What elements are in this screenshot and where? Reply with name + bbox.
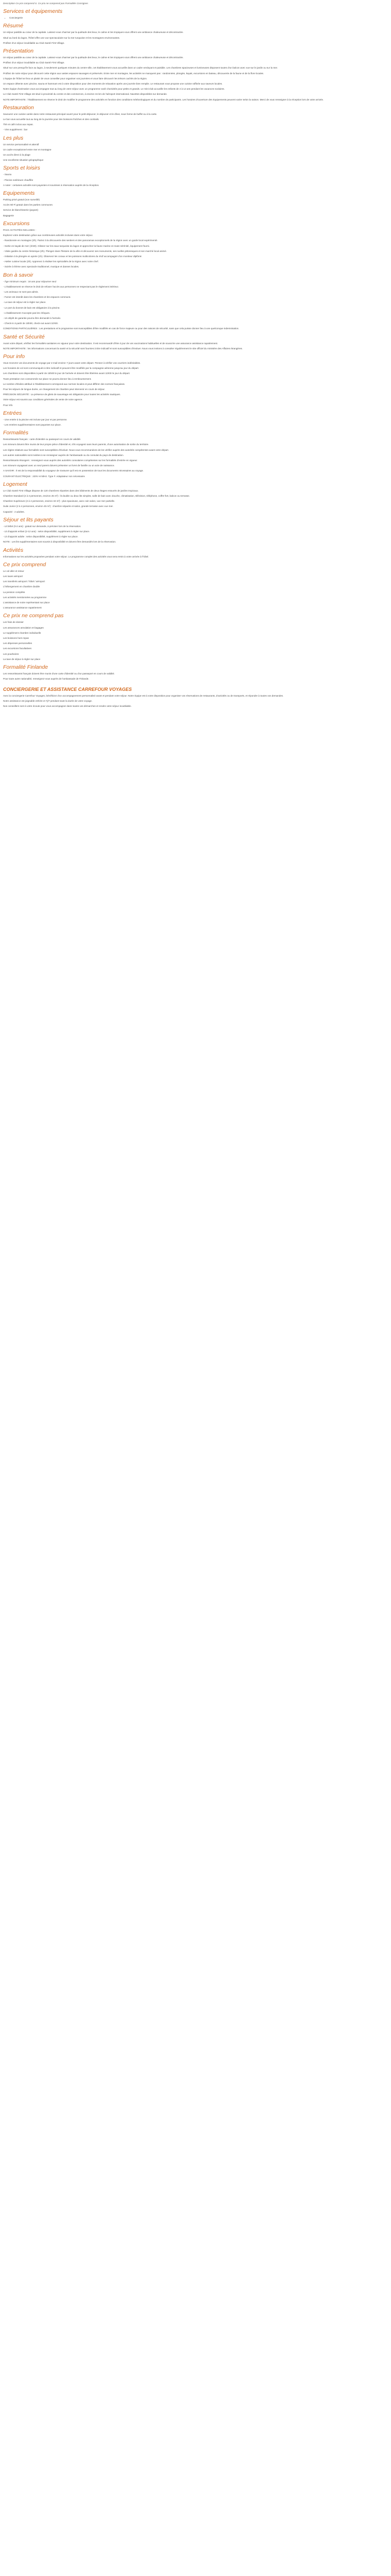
- resume-paragraph: Un séjour paisible au cœur de la capitale. Laissez-vous charmer par la quiétude des lieux, le calme et les tropiques vous offrent une ambiance chaleureuse et décontractée.: [3, 31, 184, 34]
- sports-paragraph: - Piscine extérieure chauffée: [3, 178, 34, 181]
- logement-paragraph: Le Club Santé First Village dispose de 120 chambres réparties dans des bâtiments de deux étages entourés de jardins tropicaux.: [3, 489, 139, 492]
- conciergerie-title: CONCIERGERIE ET ASSISTANCE CARREFOUR VOYAGES: [3, 686, 132, 692]
- resume-paragraph: Situé au bord du lagon, l'hôtel offre une vue spectaculaire sur la mer turquoise et les montagnes environnantes.: [3, 36, 120, 39]
- formalites-title: Formalités: [3, 430, 29, 436]
- pour-info-paragraph: Pour info: [3, 403, 13, 406]
- les-plus-item: Un cadre exceptionnel entre mer et montagne: [3, 148, 52, 151]
- activites-paragraph: Informations sur les activités proposées pendant votre séjour. Le programme complet des activités vous sera remis à votre arrivée à l'hôtel.: [3, 555, 149, 558]
- entrees-title: Entrées: [3, 410, 22, 416]
- logement-paragraph: Suite Junior (2 à 4 personnes, environ 45 m²) : chambre séparée et salon, grande terrasse avec vue mer.: [3, 505, 113, 508]
- entrees-paragraph: - Une entrée à la piscine est incluse par jour et par personne.: [3, 418, 68, 421]
- formalite-finlande-paragraph: Les ressortissants français doivent être munis d'une carte d'identité ou d'un passeport en cours de validité.: [3, 672, 115, 675]
- ce-prix-comprend-item: Les activités mentionnées au programme: [3, 596, 47, 599]
- presentation-paragraph: NOTE IMPORTANTE : l'établissement se réserve le droit de modifier le programme des activités en fonction des conditions météorologiques et du nombre de participants. Les horaires d'ouverture des équipements peuvent varier selon la saison. Merci de vous renseigner à la réception lors de votre arrivée.: [3, 98, 324, 101]
- conciergerie-paragraph: Nos conseillers sont à votre écoute pour vous accompagner dans toutes vos démarches et rendre votre séjour inoubliable.: [3, 704, 132, 707]
- formalites-paragraph: A SAVOIR : Il est de la responsabilité du voyageur de s'assurer qu'il est en possession de tous les documents nécessaires au voyage.: [3, 469, 144, 472]
- bon-a-savoir-paragraph: - Les animaux ne sont pas admis.: [3, 290, 39, 293]
- activites-title: Activités: [3, 547, 24, 553]
- ce-prix-ne-comprend-pas-item: Les pourboires: [3, 652, 19, 655]
- services-list: [3, 16, 388, 20]
- sante-paragraph: Avant votre départ, vérifiez les formalités sanitaires en vigueur pour votre destination. Il est recommandé d'être à jour de vos vaccinations habituelles et de souscrire une assurance assistance rapatriement.: [3, 342, 218, 345]
- presentation-paragraph: Profitez de notre séjour pour découvrir cette région aux vastes espaces sauvages et préservés. Entre mer et montagne, les activités ne manquent pas : randonnées, plongée, kayak, excursions en bateau, découverte de la faune et de la flore locales.: [3, 72, 264, 75]
- presentation-paragraph: Un séjour paisible au cœur de la capitale. Laissez-vous charmer par la quiétude des lieux, le calme et les tropiques vous offrent une ambiance chaleureuse et décontractée.: [3, 56, 184, 59]
- bon-a-savoir-paragraph: - L'établissement se réserve le droit de refuser l'accès aux personnes ne respectant pas le règlement intérieur.: [3, 285, 119, 288]
- excursions-paragraph: - Sortie en kayak de mer (1h30). Glissez sur les eaux turquoise du lagon et approchez la faune marine en toute sérénité, équipement fourni.: [3, 244, 150, 247]
- sejour-payants-paragraph: - Lit d'appoint enfant (2-12 ans) : selon disponibilité, supplément à régler sur place.: [3, 530, 90, 533]
- restauration-paragraph: Le bar vous accueille tout au long de la journée pour des boissons fraîches et des cocktails.: [3, 118, 100, 121]
- services-title: Services et équipements: [3, 8, 62, 15]
- formalites-paragraph: Ressortissants étrangers : renseignez-vous auprès des autorités consulaires compétentes sur les formalités d'entrée en vigueur.: [3, 459, 138, 462]
- les-plus-title: Les plus: [3, 134, 24, 141]
- ce-prix-comprend-item: Le vol aller et retour: [3, 569, 24, 572]
- logement-paragraph: Chambre Supérieure (2 à 4 personnes, environ 32 m²) : plus spacieuse, avec coin salon, vue mer partielle.: [3, 500, 115, 503]
- logement-title: Logement: [3, 481, 27, 487]
- equipements-paragraph: Bagagerie: [3, 214, 14, 217]
- bon-a-savoir-paragraph: - Fumer est interdit dans les chambres et les espaces communs.: [3, 296, 71, 299]
- pour-info-paragraph: PRÉCISION SÉCURITÉ : La présence de gilets de sauvetage est obligatoire pour toutes les activités nautiques.: [3, 393, 121, 396]
- sejour-payants-title: Séjour et lits payants: [3, 516, 54, 523]
- services-item: • Conciergerie: [9, 16, 388, 20]
- les-plus-item: Un service personnalisé et attentif: [3, 143, 39, 146]
- ce-prix-comprend-item: Les transferts aéroport / hôtel / aéroport: [3, 580, 45, 583]
- page: [0, 0, 391, 715]
- ce-prix-ne-comprend-pas-title: Ce prix ne comprend pas: [3, 613, 64, 619]
- ce-prix-ne-comprend-pas-item: Les assurances annulation et bagages: [3, 626, 44, 629]
- presentation-paragraph: Le Club Santé First Village est situé à proximité du centre et des commerces, à environ 15 km de l'aéroport international. Navettes disponibles sur demande.: [3, 93, 168, 96]
- restauration-paragraph: Thé et café inclus aux repas.: [3, 123, 34, 126]
- logement-paragraph: Chambre Standard (2 à 3 personnes, environ 25 m²) : lit double ou deux lits simples, salle de bain avec douche, climatisation, télévision, téléphone, coffre-fort, balcon ou terrasse.: [3, 495, 190, 498]
- sports-title: Sports et loisirs: [3, 165, 40, 172]
- pour-info-paragraph: Pour les séjours de longue durée, un changement de chambre peut intervenir en cours de séjour.: [3, 387, 105, 391]
- pour-info-title: Pour info: [3, 353, 25, 360]
- restauration-paragraph: - Vins supplément : bar: [3, 128, 28, 131]
- formalite-finlande-paragraph: Pour toute autre nationalité, renseignez-vous auprès de l'ambassade de Finlande.: [3, 677, 89, 681]
- ce-prix-ne-comprend-pas-item: Les dépenses personnelles: [3, 642, 32, 645]
- presentation-paragraph: Un espace détente avec piscine, sauna et hammam est à votre disposition pour des moments de relaxation après une journée bien remplie. Le restaurant vous propose une cuisine raffinée aux saveurs locales.: [3, 82, 223, 86]
- bon-a-savoir-paragraph: - La taxe de séjour est à régler sur place.: [3, 301, 46, 304]
- ce-prix-comprend-item: Les taxes aéroport: [3, 575, 23, 578]
- sante-title: Santé et Sécurité: [3, 333, 45, 340]
- equipements-paragraph: Accès Wi-Fi gratuit dans les parties communes: [3, 204, 53, 207]
- ce-prix-comprend-item: L'assistance de notre représentant sur place: [3, 601, 50, 604]
- presentation-paragraph: L'équipe de l'hôtel se fera un plaisir de vous conseiller pour organiser vos journées et vous faire découvrir les trésors cachés de la région.: [3, 77, 148, 80]
- excursions-paragraph: PACK ACTIVITÉS INCLUSES :: [3, 228, 36, 231]
- excursions-paragraph: - Randonnée en montagne (2h). Partez à la découverte des sentiers et des panoramas exceptionnels de la région avec un guide local expérimenté.: [3, 239, 158, 242]
- excursions-paragraph: - Atelier cuisine locale (2h). Apprenez à réaliser les spécialités de la région avec notre chef.: [3, 260, 99, 263]
- resume-paragraph: Profitez d'un séjour inoubliable au Club Santé First Village.: [3, 41, 65, 44]
- formalites-paragraph: Les mineurs doivent être munis de leur propre pièce d'identité et, s'ils voyagent sans leurs parents, d'une autorisation de sortie du territoire.: [3, 443, 149, 446]
- pour-info-paragraph: Le nombre d'étoiles attribué à l'établissement correspond aux normes locales et peut différer des normes françaises.: [3, 382, 125, 385]
- ce-prix-ne-comprend-pas-item: Le supplément chambre individuelle: [3, 631, 41, 634]
- ce-prix-ne-comprend-pas-item: Les excursions facultatives: [3, 647, 31, 650]
- bon-a-savoir-paragraph: - Âge minimum requis : 18 ans pour séjourner seul: [3, 280, 56, 283]
- ce-prix-ne-comprend-pas-item: La taxe de séjour à régler sur place: [3, 657, 41, 660]
- sante-paragraph: NOTE IMPORTANTE : les informations concernant la santé et la sécurité sont fournies à titre indicatif et sont susceptibles d'évoluer. Nous vous invitons à consulter régulièrement le site officiel du ministère des Affaires étrangères.: [3, 347, 243, 350]
- ce-prix-ne-comprend-pas-item: Les boissons hors repas: [3, 637, 29, 640]
- presentation-paragraph: Notre équipe d'animation vous accompagne tout au long de votre séjour avec un programme varié d'activités pour petits et grands. Le mini-club accueille les enfants de 4 à 12 ans pendant les vacances scolaires.: [3, 88, 225, 91]
- resume-title: Résumé: [3, 23, 24, 29]
- entrees-paragraph: - Les entrées supplémentaires sont payantes sur place.: [3, 423, 61, 426]
- formalites-paragraph: Les règles relatives aux formalités sont susceptibles d'évoluer. Nous vous recommandons de les vérifier auprès des autorités compétentes avant votre départ.: [3, 448, 169, 451]
- formalites-paragraph: Les mineurs voyageant avec un seul parent doivent présenter un livret de famille ou un acte de naissance.: [3, 464, 115, 467]
- restauration-title: Restauration: [3, 104, 34, 111]
- ce-prix-ne-comprend-pas-item: Les frais de dossier: [3, 621, 24, 624]
- ce-prix-comprend-title: Ce prix comprend: [3, 561, 46, 568]
- sejour-payants-paragraph: - Lit d'appoint adulte : selon disponibilité, supplément à régler sur place.: [3, 535, 78, 538]
- sports-paragraph: - Sauna: [3, 173, 12, 176]
- pour-info-paragraph: Toute prestation non consommée sur place ne pourra donner lieu à remboursement.: [3, 377, 92, 380]
- pour-info-paragraph: Les chambres sont disponibles à partir de 15h00 le jour de l'arrivée et doivent être libérées avant 11h00 le jour du départ.: [3, 372, 131, 375]
- equipements-paragraph: Service de blanchisserie (payant): [3, 209, 38, 212]
- pour-info-paragraph: Vous recevrez vos documents de voyage par e-mail environ 7 jours avant votre départ. Pensez à vérifier vos courriers indésirables.: [3, 361, 141, 364]
- excursions-paragraph: - Initiation à la plongée en apnée (1h). Observez les coraux et les poissons multicolores du récif accompagné d'un moniteur diplômé.: [3, 255, 142, 258]
- ce-prix-comprend-item: L'hébergement en chambre double: [3, 585, 40, 588]
- formalite-finlande-title: Formalité Finlande: [3, 664, 48, 671]
- pour-info-paragraph: Les horaires de vol sont communiqués à titre indicatif et peuvent être modifiés par la compagnie aérienne jusqu'au jour du départ.: [3, 367, 139, 370]
- les-plus-item: Un accès direct à la plage: [3, 154, 30, 157]
- presentation-title: Présentation: [3, 48, 34, 55]
- excursions-paragraph: Explorez votre destination grâce aux nombreuses activités incluses dans votre séjour.: [3, 234, 93, 237]
- restauration-paragraph: Savourez une cuisine variée dans notre restaurant principal ouvert pour le petit-déjeuner, le déjeuner et le dîner, sous forme de buffet ou à la carte.: [3, 112, 157, 115]
- conciergerie-paragraph: Avec la conciergerie Carrefour Voyages, bénéficiez d'un accompagnement personnalisé avant et pendant votre séjour. Notre équipe est à votre disposition pour organiser vos réservations de restaurants, d'activités ou de transports, et répondre à toutes vos demandes.: [3, 694, 284, 697]
- conciergerie-paragraph: Notre assistance est joignable 24h/24 et 7j/7 pendant toute la durée de votre voyage.: [3, 699, 92, 702]
- sports-paragraph: A noter : certaines activités sont payantes et soumises à réservation auprès de la réception.: [3, 183, 100, 187]
- bon-a-savoir-title: Bon à savoir: [3, 272, 34, 278]
- equipements-title: Equipements: [3, 190, 35, 197]
- bon-a-savoir-paragraph: - Le port du bonnet de bain est obligatoire à la piscine.: [3, 306, 60, 309]
- formalites-paragraph: Les autres nationalités sont invitées à se renseigner auprès de l'ambassade ou du consulat du pays de destination.: [3, 453, 124, 456]
- pour-info-paragraph: Votre séjour est soumis aux conditions générales de vente de notre agence.: [3, 398, 83, 401]
- bon-a-savoir-paragraph: - Un dépôt de garantie pourra être demandé à l'arrivée.: [3, 316, 61, 319]
- formalites-paragraph: Ressortissants français : carte d'identité ou passeport en cours de validité.: [3, 438, 82, 441]
- les-plus-item: Une excellente situation géographique: [3, 159, 44, 162]
- bon-a-savoir-paragraph: CONDITIONS PARTICULIÈRES : Les prestations et le programme sont susceptibles d'être modifiés en cas de force majeure ou pour des raisons de sécurité, sans que cela puisse donner lieu à une quelconque indemnisation.: [3, 327, 239, 330]
- excursions-paragraph: - Visite guidée du centre historique (2h). Plongez dans l'histoire de la ville et découvrez ses monuments, ses ruelles pittoresques et son marché local animé.: [3, 249, 167, 252]
- excursions-title: Excursions: [3, 220, 30, 227]
- presentation-paragraph: Situé sur une presqu'île face au lagon, à seulement quelques minutes du centre-ville, cet établissement vous accueille dans un cadre verdoyant et paisible. Les chambres spacieuses et lumineuses disposent toutes d'un balcon avec vue sur le jardin ou sur la mer.: [3, 66, 278, 70]
- sejour-payants-paragraph: NOTE : Les lits supplémentaires sont soumis à disponibilité et doivent être demandés lors de la réservation.: [3, 540, 117, 544]
- formalites-paragraph: COURANT ÉLECTRIQUE : 220V et 50Hz. Type F. Adaptateur non nécessaire.: [3, 474, 86, 478]
- ce-prix-comprend-item: L'assurance assistance rapatriement: [3, 606, 42, 609]
- ce-prix-comprend-item: La pension complète: [3, 590, 25, 594]
- bon-a-savoir-paragraph: - L'établissement n'accepte pas les chèques.: [3, 311, 51, 314]
- presentation-paragraph: Profitez d'un séjour inoubliable au Club Santé First Village.: [3, 61, 65, 64]
- intro-note: Description Ce prix comprend ci. Ce prix ne comprend pas Formalités Consignes: [3, 2, 88, 5]
- equipements-paragraph: Parking privé gratuit (non surveillé): [3, 198, 40, 201]
- excursions-paragraph: - Soirée à thème avec spectacle traditionnel, musique et danses locales.: [3, 265, 79, 268]
- bon-a-savoir-paragraph: - Check-in à partir de 15h00, check-out avant 11h00.: [3, 322, 58, 325]
- sejour-payants-paragraph: - Lit bébé (0-2 ans) : gratuit sur demande, à préciser lors de la réservation.: [3, 524, 82, 528]
- logement-paragraph: Capacité : 2 adultes.: [3, 510, 25, 513]
